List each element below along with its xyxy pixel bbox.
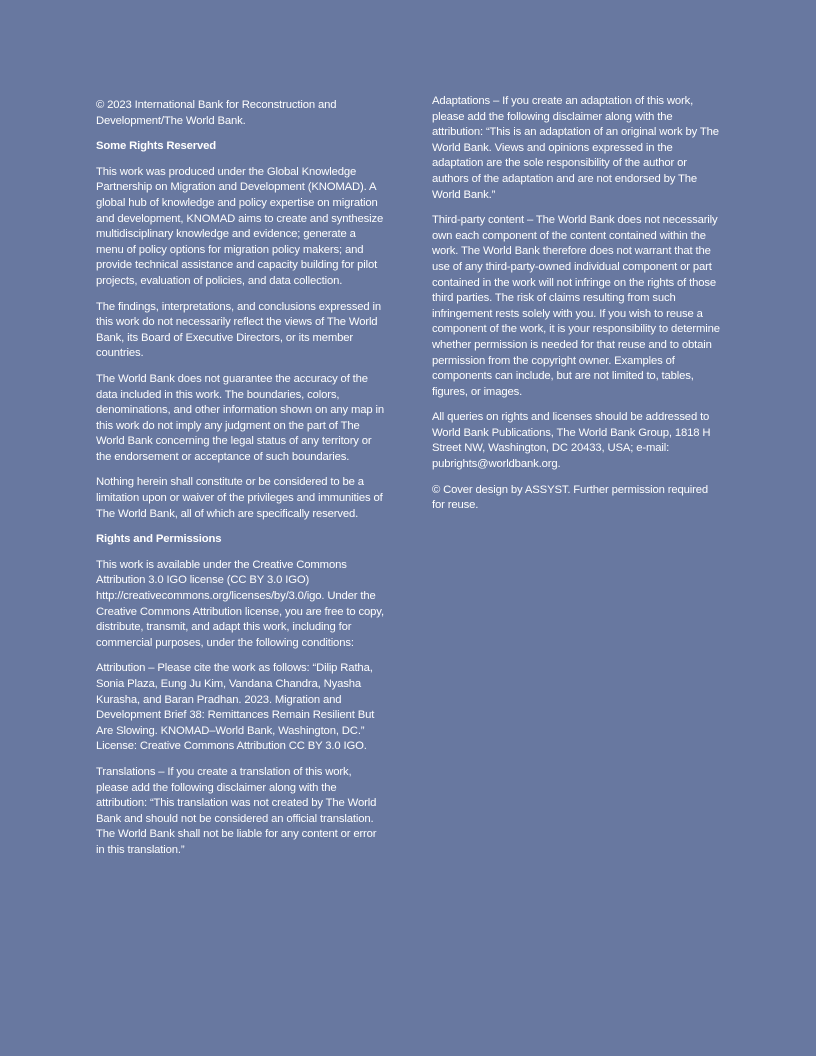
knomad-paragraph: This work was produced under the Global Knowledge Partnership on Migration and Development (KNOMAD). A global hub of knowledge and policy expertise on migration and development, KNOMAD aims to create and synthesize multidisciplinary knowledge and evidence; generate a menu of policy options for migration policy makers; and provide technical assistance and capacity building for pilot projects, evaluation of policies, and data collection. [96,165,384,287]
left-column [96,98,386,869]
some-rights-reserved-heading: Some Rights Reserved [96,140,217,153]
attribution-paragraph: Attribution – Please cite the work as follows: “Dilip Ratha, Sonia Plaza, Eung Ju Kim, Vandana Chandra, Nyasha Kurasha, and Baran Pradhan. 2023. Migration and Development Brief 38: Remittances Remain Resilient But Are Slowing. KNOMAD–World Bank, Washington, DC.” License: Creative Commons Attribution CC BY 3.0 IGO. [96,662,375,753]
right-column [432,94,722,524]
queries-paragraph: All queries on rights and licenses should be addressed to World Bank Publications, The World Bank Group, 1818 H Street NW, Washington, DC 20433, USA; e-mail: pubrights@worldbank.org. [432,411,711,471]
immunities-paragraph: Nothing herein shall constitute or be considered to be a limitation upon or waiver of the privileges and immunities of The World Bank, all of which are specifically reserved. [96,476,383,520]
accuracy-disclaimer: The World Bank does not guarantee the accuracy of the data included in this work. The boundaries, colors, denominations, and other information shown on any map in this work do not imply any judgment on the part of The World Bank concerning the legal status of any territory or the endorsement or acceptance of such boundaries. [96,372,385,463]
third-party-paragraph: Third-party content – The World Bank does not necessarily own each component of the content contained within the work. The World Bank therefore does not warrant that the use of any third-party-owned individual component or part contained in the work will not infringe on the rights of those third parties. The risk of claims resulting from such infringement rests solely with you. If you wish to reuse a component of the work, it is your responsibility to determine whether permission is needed for that reuse and to obtain permission from the copyright owner. Examples of components can include, but are not limited to, tables, figures, or images. [432,214,720,398]
adaptations-paragraph: Adaptations – If you create an adaptation of this work, please add the following disclaimer along with the attribution: “This is an adaptation of an original work by The World Bank. Views and opinions expressed in the adaptation are the sole responsibility of the author or authors of the adaptation and are not endorsed by The World Bank.” [432,95,719,201]
cover-credit: © Cover design by ASSYST. Further permission required for reuse. [432,483,709,512]
rights-permissions-heading: Rights and Permissions [96,533,222,546]
license-paragraph: This work is available under the Creative Commons Attribution 3.0 IGO license (CC BY 3.0 IGO) http://creativecommons.org/licenses/by/3.0/igo. Under the Creative Commons Attribution license, you are free to copy, distribute, transmit, and adapt this work, including for commercial purposes, under the following conditions: [96,558,384,649]
copyright-notice: © 2023 International Bank for Reconstruction and Development/The World Bank. [96,99,337,127]
translations-paragraph: Translations – If you create a translation of this work, please add the following disclaimer along with the attribution: “This translation was not created by The World Bank and should not be considered an official translation. The World Bank shall not be liable for any content or error in this translation.” [96,765,377,856]
findings-disclaimer: The findings, interpretations, and conclusions expressed in this work do not necessarily reflect the views of The World Bank, its Board of Executive Directors, or its member countries. [96,300,382,360]
